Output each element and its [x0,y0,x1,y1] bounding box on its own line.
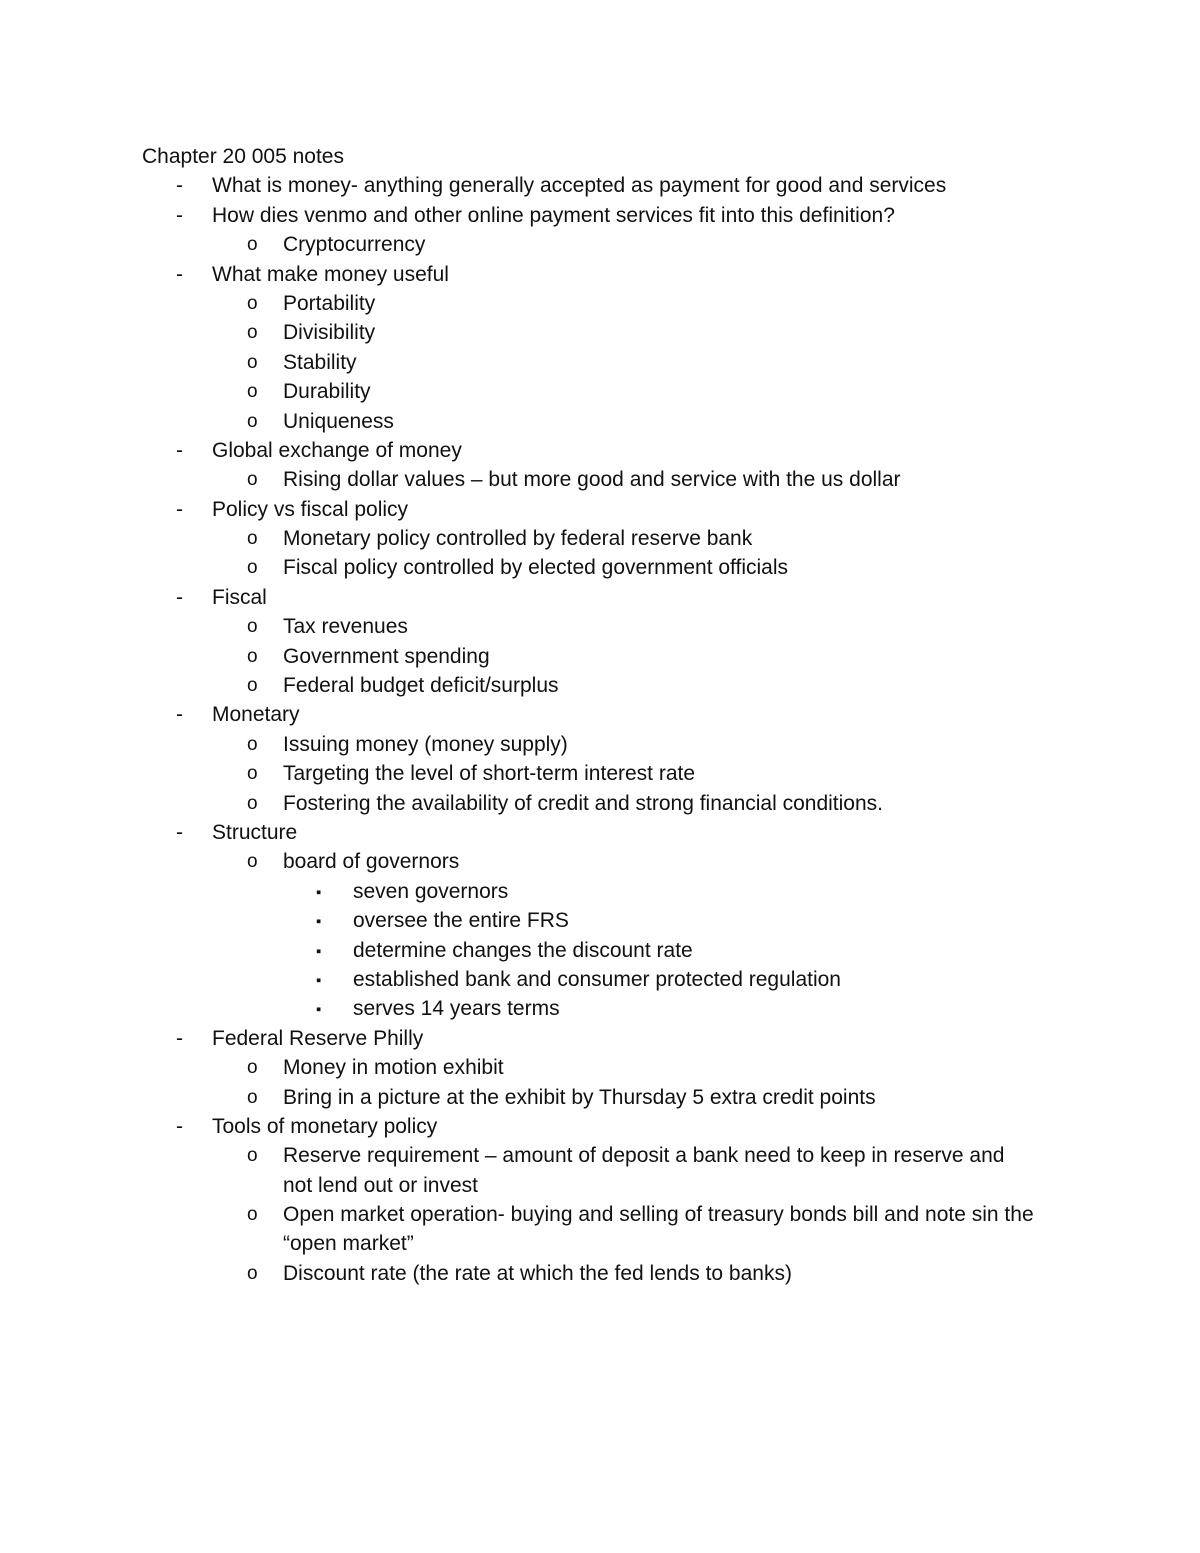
line-text: serves 14 years terms [353,997,560,1021]
circle-bullet-icon: o [247,557,258,579]
sub-bullet-item [0,289,1200,318]
line-text: established bank and consumer protected regulation [353,967,841,991]
dash-bullet-icon: - [176,1114,183,1138]
square-bullet-icon: ▪ [316,971,322,989]
line-text: Federal budget deficit/surplus [283,674,559,698]
line-text: Structure [212,820,298,844]
circle-bullet-icon: o [247,234,258,256]
line-text: What make money useful [212,262,449,286]
line-text: oversee the entire FRS [353,909,569,933]
bullet-item [0,201,1200,230]
line-text: determine changes the discount rate [353,938,693,962]
line-text: Targeting the level of short-term interest rate [283,762,696,786]
sub-sub-bullet-item [0,994,1200,1023]
line-text: seven governors [353,879,509,903]
sub-sub-bullet-item [0,877,1200,906]
circle-bullet-icon: o [247,410,258,432]
square-bullet-icon: ▪ [316,1001,322,1019]
dash-bullet-icon: - [176,174,183,198]
circle-bullet-icon: o [247,645,258,667]
line-text: “open market” [283,1232,414,1256]
sub-bullet-item [0,377,1200,406]
dash-bullet-icon: - [176,1026,183,1050]
circle-bullet-icon: o [247,1145,258,1167]
circle-bullet-icon: o [247,469,258,491]
line-text: board of governors [283,850,460,874]
sub-bullet-item [0,789,1200,818]
line-text: Tools of monetary policy [212,1114,438,1138]
bullet-item [0,1024,1200,1053]
line-text: Reserve requirement – amount of deposit a bank need to keep in reserve and [283,1144,1005,1168]
sub-bullet-item [0,318,1200,347]
sub-bullet-item [0,524,1200,553]
line-text: Fiscal policy controlled by elected government officials [283,556,789,580]
circle-bullet-icon: o [247,292,258,314]
line-text: Monetary [212,703,300,727]
line-text: Stability [283,350,357,374]
circle-bullet-icon: o [247,792,258,814]
line-text: Cryptocurrency [283,233,426,257]
sub-bullet-item [0,1083,1200,1112]
sub-bullet-item [0,759,1200,788]
sub-bullet-item [0,407,1200,436]
notes-list [0,171,1200,1288]
dash-bullet-icon: - [176,438,183,462]
dash-bullet-icon: - [176,820,183,844]
sub-bullet-item [0,348,1200,377]
sub-bullet-item [0,1259,1200,1288]
line-text: Monetary policy controlled by federal reserve bank [283,527,753,551]
square-bullet-icon: ▪ [316,913,322,931]
bullet-item [0,583,1200,612]
square-bullet-icon: ▪ [316,942,322,960]
line-text: What is money- anything generally accepted as payment for good and services [212,174,947,198]
bullet-item [0,700,1200,729]
line-text: Fostering the availability of credit and strong financial conditions. [283,791,883,815]
line-text: Divisibility [283,321,376,345]
document-title: Chapter 20 005 notes [142,145,344,168]
dash-bullet-icon: - [176,262,183,286]
circle-bullet-icon: o [247,351,258,373]
line-text: Portability [283,291,376,315]
sub-bullet-item [0,1141,1200,1170]
sub-sub-bullet-item [0,936,1200,965]
sub-bullet-item [0,730,1200,759]
bullet-item [0,171,1200,200]
sub-bullet-item [0,553,1200,582]
bullet-item [0,260,1200,289]
sub-bullet-item [0,230,1200,259]
dash-bullet-icon: - [176,203,183,227]
circle-bullet-icon: o [247,381,258,403]
sub-bullet-item [0,671,1200,700]
bullet-item [0,495,1200,524]
line-text: Uniqueness [283,409,394,433]
line-text: Fiscal [212,585,267,609]
line-text: Bring in a picture at the exhibit by Thursday 5 extra credit points [283,1085,876,1109]
dash-bullet-icon: - [176,585,183,609]
circle-bullet-icon: o [247,733,258,755]
circle-bullet-icon: o [247,616,258,638]
circle-bullet-icon: o [247,322,258,344]
line-text: Issuing money (money supply) [283,732,568,756]
dash-bullet-icon: - [176,497,183,521]
line-text: Federal Reserve Philly [212,1026,424,1050]
sub-sub-bullet-item [0,965,1200,994]
sub-bullet-item [0,847,1200,876]
dash-bullet-icon: - [176,703,183,727]
sub-bullet-item [0,465,1200,494]
line-text: Durability [283,380,371,404]
line-text: Open market operation- buying and selling of treasury bonds bill and note sin the [283,1203,1034,1227]
line-text: How dies venmo and other online payment services fit into this definition? [212,203,895,227]
circle-bullet-icon: o [247,1262,258,1284]
line-text: Policy vs fiscal policy [212,497,409,521]
circle-bullet-icon: o [247,528,258,550]
sub-bullet-item [0,1200,1200,1229]
line-text: Discount rate (the rate at which the fed lends to banks) [283,1261,792,1285]
continuation-line [0,1171,1200,1200]
bullet-item [0,436,1200,465]
continuation-line [0,1229,1200,1258]
line-text: not lend out or invest [283,1173,478,1197]
sub-bullet-item [0,1053,1200,1082]
circle-bullet-icon: o [247,763,258,785]
circle-bullet-icon: o [247,1057,258,1079]
line-text: Global exchange of money [212,438,462,462]
line-text: Tax revenues [283,615,408,639]
line-text: Government spending [283,644,490,668]
bullet-item [0,818,1200,847]
bullet-item [0,1112,1200,1141]
sub-sub-bullet-item [0,906,1200,935]
line-text: Money in motion exhibit [283,1056,504,1080]
circle-bullet-icon: o [247,675,258,697]
square-bullet-icon: ▪ [316,883,322,901]
line-text: Rising dollar values – but more good and service with the us dollar [283,468,901,492]
sub-bullet-item [0,612,1200,641]
circle-bullet-icon: o [247,1086,258,1108]
circle-bullet-icon: o [247,1204,258,1226]
sub-bullet-item [0,642,1200,671]
circle-bullet-icon: o [247,851,258,873]
